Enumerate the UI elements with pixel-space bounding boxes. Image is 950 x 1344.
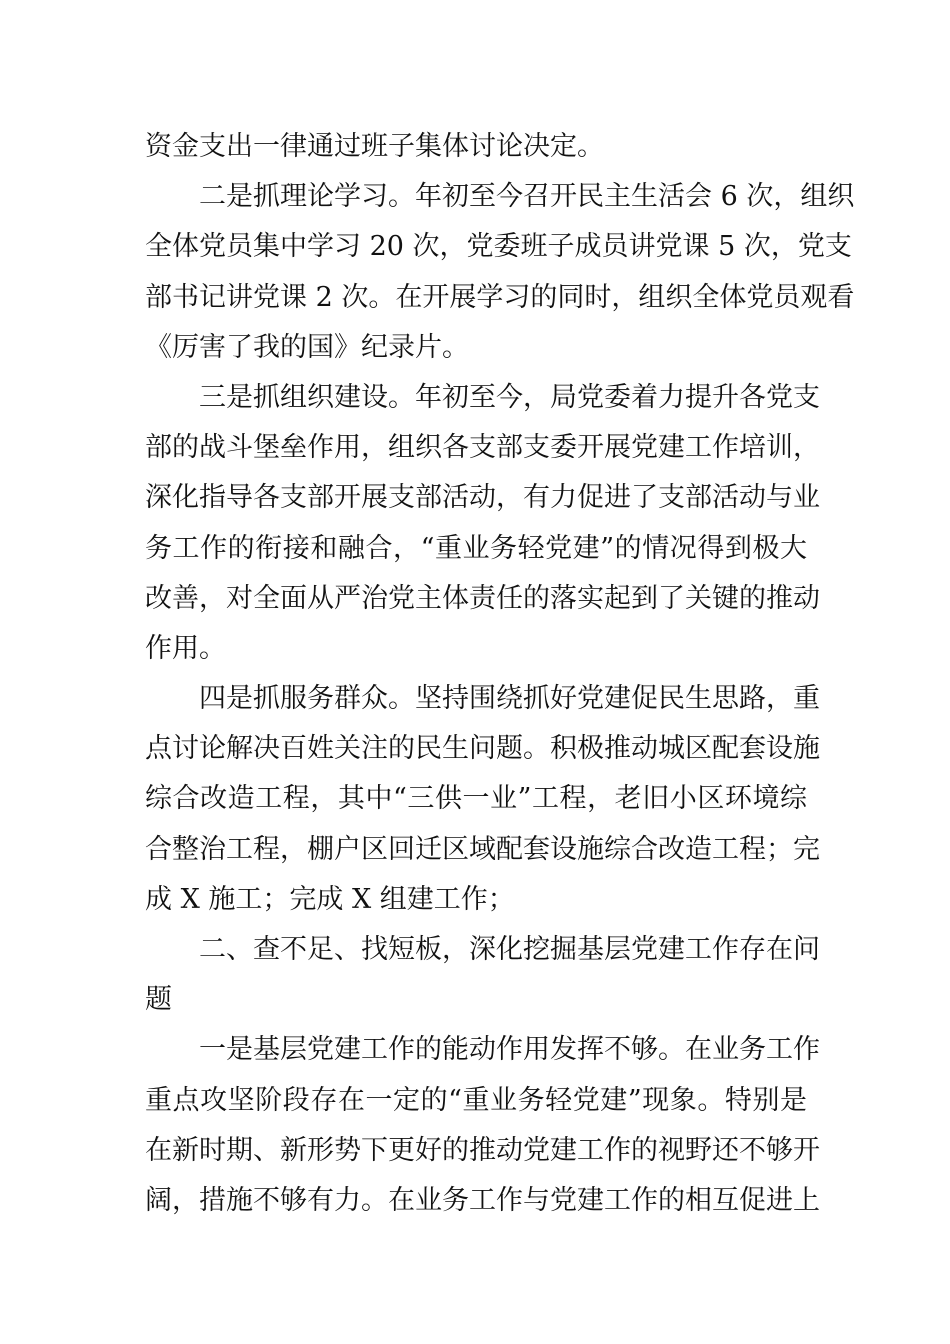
- text-line: 二、查不足、找短板，深化挖掘基层党建工作存在问: [199, 934, 820, 965]
- paragraph-serve-public: [145, 674, 820, 925]
- text-line: 三是抓组织建设。年初至今，局党委着力提升各党支: [199, 381, 820, 413]
- text-line: 点讨论解决百姓关注的民生问题。积极推动城区配套设施: [145, 733, 820, 765]
- text-line: 阔，措施不够有力。在业务工作与党建工作的相互促进上: [145, 1184, 820, 1216]
- text-line: 综合改造工程，其中“三供一业”工程，老旧小区环境综: [145, 783, 807, 815]
- text-line: 在新时期、新形势下更好的推动党建工作的视野还不够开: [145, 1134, 820, 1166]
- text-line: 合整治工程，棚户区回迁区域配套设施综合改造工程；完: [145, 833, 820, 865]
- section-heading-shortcomings: [145, 925, 820, 1025]
- text-line: 一是基层党建工作的能动作用发挥不够。在业务工作: [199, 1034, 820, 1066]
- text-line: 题: [145, 984, 172, 1016]
- paragraph-fund-expenditure: [145, 122, 807, 172]
- text-line: 务工作的衔接和融合，“重业务轻党建”的情况得到极大: [145, 532, 807, 564]
- text-line: 二是抓理论学习。年初至今召开民主生活会 6 次，组织: [199, 181, 855, 213]
- text-line: 部书记讲党课 2 次。在开展学习的同时，组织全体党员观看: [145, 281, 855, 313]
- text-line: 四是抓服务群众。坚持围绕抓好党建促民生思路，重: [199, 683, 820, 715]
- document-body: [145, 122, 855, 1226]
- text-line: 重点攻坚阶段存在一定的“重业务轻党建”现象。特别是: [145, 1084, 807, 1116]
- paragraph-organization-building: [145, 373, 820, 674]
- text-line: 资金支出一律通过班子集体讨论决定。: [145, 131, 604, 162]
- text-line: 作用。: [145, 632, 226, 664]
- text-line: 成 X 施工；完成 X 组建工作；: [145, 883, 515, 915]
- text-line: 全体党员集中学习 20 次，党委班子成员讲党课 5 次，党支: [145, 231, 852, 263]
- text-line: 深化指导各支部开展支部活动，有力促进了支部活动与业: [145, 482, 820, 514]
- text-line: 部的战斗堡垒作用，组织各支部支委开展党建工作培训，: [145, 432, 820, 464]
- paragraph-theory-study: [145, 172, 855, 373]
- text-line: 《厉害了我的国》纪录片。: [145, 331, 469, 363]
- paragraph-initiative-insufficient: [145, 1025, 820, 1226]
- text-line: 改善，对全面从严治党主体责任的落实起到了关键的推动: [145, 582, 820, 614]
